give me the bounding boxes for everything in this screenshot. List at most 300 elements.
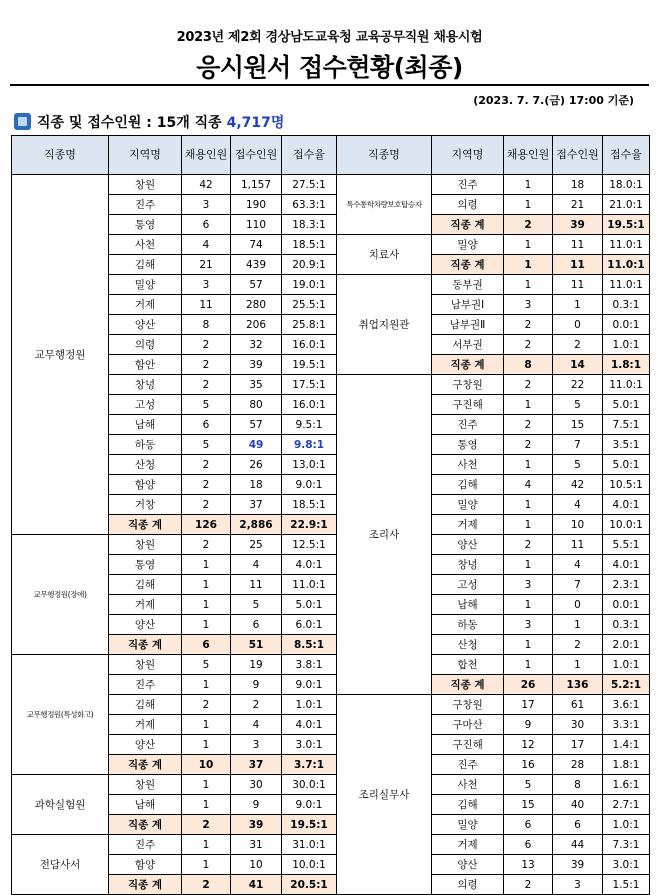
right-header-row <box>337 136 650 175</box>
applicants-cell: 2,886 <box>231 515 282 535</box>
ratio-cell: 5.0:1 <box>603 455 650 475</box>
ratio-cell: 7.3:1 <box>603 835 650 855</box>
region-cell: 사천 <box>432 455 504 475</box>
hires-cell: 2 <box>182 475 231 495</box>
region-cell: 김해 <box>432 475 504 495</box>
region-cell: 창원 <box>109 535 182 555</box>
ratio-cell: 3.8:1 <box>282 655 337 675</box>
region-cell: 고성 <box>432 575 504 595</box>
region-cell: 직종 계 <box>109 635 182 655</box>
applicants-cell: 2 <box>231 695 282 715</box>
hires-cell: 2 <box>182 695 231 715</box>
applicants-cell: 37 <box>231 495 282 515</box>
region-cell: 사천 <box>109 235 182 255</box>
hires-cell: 1 <box>182 835 231 855</box>
hires-cell: 42 <box>182 175 231 195</box>
applicants-cell: 14 <box>553 355 603 375</box>
job-name-cell: 취업지원관 <box>337 275 432 375</box>
right-col-header: 접수율 <box>603 136 650 175</box>
applicants-cell: 5 <box>231 595 282 615</box>
ratio-cell: 4.0:1 <box>282 715 337 735</box>
right-col-header: 직종명 <box>337 136 432 175</box>
hires-cell: 16 <box>504 755 553 775</box>
hires-cell: 1 <box>504 255 553 275</box>
ratio-cell: 1.0:1 <box>603 815 650 835</box>
ratio-cell: 1.0:1 <box>603 335 650 355</box>
ratio-cell: 20.5:1 <box>282 875 337 895</box>
table-row <box>337 275 650 295</box>
hires-cell: 2 <box>504 435 553 455</box>
hires-cell: 5 <box>182 395 231 415</box>
job-name-cell: 조리실무사 <box>337 695 432 895</box>
ratio-cell: 20.9:1 <box>282 255 337 275</box>
applicants-cell: 10 <box>231 855 282 875</box>
applicants-cell: 42 <box>553 475 603 495</box>
region-cell: 진주 <box>432 755 504 775</box>
applicants-cell: 18 <box>553 175 603 195</box>
ratio-cell: 3.0:1 <box>282 735 337 755</box>
hires-cell: 6 <box>182 215 231 235</box>
hires-cell: 5 <box>182 655 231 675</box>
applicants-cell: 11 <box>553 275 603 295</box>
region-cell: 직종 계 <box>432 355 504 375</box>
ratio-cell: 0.3:1 <box>603 615 650 635</box>
region-cell: 산청 <box>109 455 182 475</box>
applicants-cell: 136 <box>553 675 603 695</box>
ratio-cell: 5.0:1 <box>282 595 337 615</box>
hires-cell: 1 <box>504 195 553 215</box>
hires-cell: 5 <box>182 435 231 455</box>
region-cell: 함양 <box>109 855 182 875</box>
hires-cell: 1 <box>504 235 553 255</box>
hires-cell: 17 <box>504 695 553 715</box>
applicants-cell: 439 <box>231 255 282 275</box>
job-name-cell: 전담사서 <box>12 835 109 895</box>
region-cell: 의령 <box>109 335 182 355</box>
ratio-cell: 3.3:1 <box>603 715 650 735</box>
summary-line <box>14 112 284 132</box>
ratio-cell: 1.5:1 <box>603 875 650 895</box>
left-status-table <box>11 135 337 895</box>
applicants-cell: 1 <box>553 655 603 675</box>
ratio-cell: 5.2:1 <box>603 675 650 695</box>
ratio-cell: 31.0:1 <box>282 835 337 855</box>
hires-cell: 1 <box>182 675 231 695</box>
ratio-cell: 18.3:1 <box>282 215 337 235</box>
applicants-cell: 30 <box>553 715 603 735</box>
region-cell: 남부권Ⅰ <box>432 295 504 315</box>
region-cell: 밀양 <box>432 495 504 515</box>
applicants-cell: 40 <box>553 795 603 815</box>
ratio-cell: 1.8:1 <box>603 755 650 775</box>
applicants-cell: 9 <box>231 675 282 695</box>
region-cell: 진주 <box>432 175 504 195</box>
ratio-cell: 13.0:1 <box>282 455 337 475</box>
region-cell: 하동 <box>109 435 182 455</box>
region-cell: 양산 <box>109 735 182 755</box>
ratio-cell: 4.0:1 <box>603 495 650 515</box>
region-cell: 김해 <box>109 695 182 715</box>
region-cell: 직종 계 <box>109 815 182 835</box>
ratio-cell: 18.0:1 <box>603 175 650 195</box>
hires-cell: 2 <box>182 495 231 515</box>
ratio-cell: 9.0:1 <box>282 475 337 495</box>
applicants-cell: 61 <box>553 695 603 715</box>
hires-cell: 2 <box>182 815 231 835</box>
region-cell: 직종 계 <box>432 255 504 275</box>
applicants-cell: 57 <box>231 275 282 295</box>
region-cell: 창원 <box>109 655 182 675</box>
region-cell: 동부권 <box>432 275 504 295</box>
applicants-cell: 51 <box>231 635 282 655</box>
hires-cell: 3 <box>504 295 553 315</box>
applicants-cell: 3 <box>231 735 282 755</box>
ratio-cell: 16.0:1 <box>282 395 337 415</box>
region-cell: 통영 <box>432 435 504 455</box>
right-col-header: 접수인원 <box>553 136 603 175</box>
applicants-cell: 190 <box>231 195 282 215</box>
region-cell: 사천 <box>432 775 504 795</box>
applicants-cell: 4 <box>553 495 603 515</box>
region-cell: 의령 <box>432 875 504 895</box>
hires-cell: 13 <box>504 855 553 875</box>
region-cell: 함양 <box>109 475 182 495</box>
hires-cell: 1 <box>504 455 553 475</box>
ratio-cell: 11.0:1 <box>603 235 650 255</box>
ratio-cell: 9.8:1 <box>282 435 337 455</box>
document-icon <box>14 113 31 130</box>
ratio-cell: 9.0:1 <box>282 675 337 695</box>
table-row <box>12 535 337 555</box>
region-cell: 직종 계 <box>109 755 182 775</box>
hires-cell: 1 <box>182 735 231 755</box>
region-cell: 거창 <box>109 495 182 515</box>
applicants-cell: 39 <box>231 355 282 375</box>
ratio-cell: 6.0:1 <box>282 615 337 635</box>
applicants-cell: 35 <box>231 375 282 395</box>
ratio-cell: 19.5:1 <box>603 215 650 235</box>
applicants-cell: 17 <box>553 735 603 755</box>
hires-cell: 1 <box>182 575 231 595</box>
applicants-cell: 4 <box>231 555 282 575</box>
region-cell: 양산 <box>432 855 504 875</box>
region-cell: 구진해 <box>432 395 504 415</box>
hires-cell: 8 <box>182 315 231 335</box>
ratio-cell: 0.0:1 <box>603 315 650 335</box>
applicants-cell: 37 <box>231 755 282 775</box>
applicants-cell: 7 <box>553 435 603 455</box>
job-name-cell: 과학실험원 <box>12 775 109 835</box>
region-cell: 남부권Ⅱ <box>432 315 504 335</box>
ratio-cell: 25.5:1 <box>282 295 337 315</box>
hires-cell: 2 <box>504 875 553 895</box>
ratio-cell: 25.8:1 <box>282 315 337 335</box>
ratio-cell: 5.5:1 <box>603 535 650 555</box>
ratio-cell: 11.0:1 <box>603 255 650 275</box>
hires-cell: 1 <box>182 715 231 735</box>
region-cell: 합천 <box>432 655 504 675</box>
region-cell: 진주 <box>109 675 182 695</box>
hires-cell: 1 <box>504 175 553 195</box>
region-cell: 직종 계 <box>109 515 182 535</box>
summary-total: 4,717명 <box>226 115 285 131</box>
ratio-cell: 1.8:1 <box>603 355 650 375</box>
region-cell: 산청 <box>432 635 504 655</box>
hires-cell: 1 <box>182 595 231 615</box>
applicants-cell: 1,157 <box>231 175 282 195</box>
table-row <box>337 695 650 715</box>
hires-cell: 21 <box>182 255 231 275</box>
region-cell: 함안 <box>109 355 182 375</box>
hires-cell: 15 <box>504 795 553 815</box>
region-cell: 직종 계 <box>109 875 182 895</box>
ratio-cell: 17.5:1 <box>282 375 337 395</box>
ratio-cell: 3.7:1 <box>282 755 337 775</box>
applicants-cell: 19 <box>231 655 282 675</box>
applicants-cell: 22 <box>553 375 603 395</box>
ratio-cell: 11.0:1 <box>603 375 650 395</box>
hires-cell: 1 <box>504 275 553 295</box>
ratio-cell: 8.5:1 <box>282 635 337 655</box>
region-cell: 창원 <box>109 775 182 795</box>
ratio-cell: 18.5:1 <box>282 235 337 255</box>
hires-cell: 2 <box>504 535 553 555</box>
applicants-cell: 2 <box>553 335 603 355</box>
ratio-cell: 0.3:1 <box>603 295 650 315</box>
applicants-cell: 10 <box>553 515 603 535</box>
table-row <box>12 175 337 195</box>
job-name-cell: 교무행정원(장애) <box>12 535 109 655</box>
hires-cell: 1 <box>182 555 231 575</box>
hires-cell: 5 <box>504 775 553 795</box>
region-cell: 서부권 <box>432 335 504 355</box>
ratio-cell: 30.0:1 <box>282 775 337 795</box>
title-divider <box>10 84 649 86</box>
region-cell: 직종 계 <box>432 675 504 695</box>
ratio-cell: 4.0:1 <box>603 555 650 575</box>
applicants-cell: 41 <box>231 875 282 895</box>
region-cell: 거제 <box>109 715 182 735</box>
table-row <box>12 775 337 795</box>
ratio-cell: 7.5:1 <box>603 415 650 435</box>
hires-cell: 1 <box>504 555 553 575</box>
region-cell: 의령 <box>432 195 504 215</box>
ratio-cell: 11.0:1 <box>603 275 650 295</box>
hires-cell: 1 <box>182 855 231 875</box>
ratio-cell: 1.6:1 <box>603 775 650 795</box>
applicants-cell: 9 <box>231 795 282 815</box>
applicants-cell: 7 <box>553 575 603 595</box>
applicants-cell: 30 <box>231 775 282 795</box>
applicants-cell: 11 <box>553 255 603 275</box>
ratio-cell: 3.6:1 <box>603 695 650 715</box>
left-col-header: 채용인원 <box>182 136 231 175</box>
applicants-cell: 74 <box>231 235 282 255</box>
applicants-cell: 4 <box>553 555 603 575</box>
applicants-cell: 1 <box>553 295 603 315</box>
hires-cell: 2 <box>182 355 231 375</box>
region-cell: 통영 <box>109 555 182 575</box>
applicants-cell: 21 <box>553 195 603 215</box>
hires-cell: 1 <box>504 635 553 655</box>
table-row <box>337 375 650 395</box>
region-cell: 진주 <box>109 195 182 215</box>
ratio-cell: 21.0:1 <box>603 195 650 215</box>
ratio-cell: 2.0:1 <box>603 635 650 655</box>
ratio-cell: 10.0:1 <box>603 515 650 535</box>
hires-cell: 6 <box>504 815 553 835</box>
table-row <box>337 235 650 255</box>
hires-cell: 1 <box>504 515 553 535</box>
ratio-cell: 9.0:1 <box>282 795 337 815</box>
table-row <box>12 655 337 675</box>
job-name-cell: 조리사 <box>337 375 432 695</box>
hires-cell: 1 <box>504 655 553 675</box>
region-cell: 창녕 <box>432 555 504 575</box>
region-cell: 통영 <box>109 215 182 235</box>
applicants-cell: 0 <box>553 315 603 335</box>
applicants-cell: 5 <box>553 455 603 475</box>
applicants-cell: 49 <box>231 435 282 455</box>
applicants-cell: 206 <box>231 315 282 335</box>
applicants-cell: 3 <box>553 875 603 895</box>
reference-date: (2023. 7. 7.(금) 17:00 기준) <box>473 94 634 107</box>
hires-cell: 4 <box>182 235 231 255</box>
job-name-cell: 교무행정원 <box>12 175 109 535</box>
right-status-table <box>336 135 650 895</box>
left-col-header: 접수인원 <box>231 136 282 175</box>
right-col-header: 지역명 <box>432 136 504 175</box>
region-cell: 구창원 <box>432 375 504 395</box>
hires-cell: 2 <box>504 415 553 435</box>
region-cell: 양산 <box>109 315 182 335</box>
ratio-cell: 22.9:1 <box>282 515 337 535</box>
hires-cell: 11 <box>182 295 231 315</box>
applicants-cell: 8 <box>553 775 603 795</box>
ratio-cell: 19.5:1 <box>282 815 337 835</box>
hires-cell: 6 <box>182 635 231 655</box>
applicants-cell: 6 <box>553 815 603 835</box>
applicants-cell: 39 <box>553 855 603 875</box>
ratio-cell: 19.5:1 <box>282 355 337 375</box>
region-cell: 양산 <box>109 615 182 635</box>
ratio-cell: 0.0:1 <box>603 595 650 615</box>
region-cell: 밀양 <box>109 275 182 295</box>
left-col-header: 접수율 <box>282 136 337 175</box>
left-col-header: 지역명 <box>109 136 182 175</box>
applicants-cell: 11 <box>553 235 603 255</box>
hires-cell: 2 <box>504 375 553 395</box>
region-cell: 김해 <box>432 795 504 815</box>
region-cell: 거제 <box>109 295 182 315</box>
region-cell: 밀양 <box>432 235 504 255</box>
hires-cell: 3 <box>504 575 553 595</box>
hires-cell: 2 <box>504 315 553 335</box>
applicants-cell: 11 <box>231 575 282 595</box>
applicants-cell: 2 <box>553 635 603 655</box>
job-name-cell: 치료사 <box>337 235 432 275</box>
table-row <box>337 175 650 195</box>
applicants-cell: 18 <box>231 475 282 495</box>
ratio-cell: 19.0:1 <box>282 275 337 295</box>
hires-cell: 1 <box>504 395 553 415</box>
ratio-cell: 27.5:1 <box>282 175 337 195</box>
hires-cell: 6 <box>182 415 231 435</box>
ratio-cell: 5.0:1 <box>603 395 650 415</box>
hires-cell: 9 <box>504 715 553 735</box>
hires-cell: 1 <box>504 595 553 615</box>
region-cell: 김해 <box>109 575 182 595</box>
ratio-cell: 10.5:1 <box>603 475 650 495</box>
table-row <box>12 835 337 855</box>
ratio-cell: 2.7:1 <box>603 795 650 815</box>
applicants-cell: 1 <box>553 615 603 635</box>
region-cell: 남해 <box>109 795 182 815</box>
ratio-cell: 10.0:1 <box>282 855 337 875</box>
ratio-cell: 63.3:1 <box>282 195 337 215</box>
hires-cell: 2 <box>504 335 553 355</box>
hires-cell: 3 <box>504 615 553 635</box>
ratio-cell: 1.4:1 <box>603 735 650 755</box>
hires-cell: 2 <box>182 875 231 895</box>
region-cell: 하동 <box>432 615 504 635</box>
job-name-cell: 특수통학차량보호탑승자 <box>337 175 432 235</box>
applicants-cell: 5 <box>553 395 603 415</box>
applicants-cell: 39 <box>231 815 282 835</box>
hires-cell: 12 <box>504 735 553 755</box>
page-title: 응시원서 접수현황(최종) <box>196 53 463 82</box>
hires-cell: 2 <box>182 375 231 395</box>
region-cell: 창녕 <box>109 375 182 395</box>
applicants-cell: 15 <box>553 415 603 435</box>
hires-cell: 1 <box>504 495 553 515</box>
applicants-cell: 31 <box>231 835 282 855</box>
hires-cell: 26 <box>504 675 553 695</box>
hires-cell: 2 <box>182 535 231 555</box>
hires-cell: 4 <box>504 475 553 495</box>
ratio-cell: 3.0:1 <box>603 855 650 875</box>
applicants-cell: 32 <box>231 335 282 355</box>
ratio-cell: 11.0:1 <box>282 575 337 595</box>
hires-cell: 1 <box>182 795 231 815</box>
applicants-cell: 110 <box>231 215 282 235</box>
ratio-cell: 16.0:1 <box>282 335 337 355</box>
region-cell: 진주 <box>109 835 182 855</box>
ratio-cell: 2.3:1 <box>603 575 650 595</box>
ratio-cell: 1.0:1 <box>282 695 337 715</box>
applicants-cell: 26 <box>231 455 282 475</box>
region-cell: 구마산 <box>432 715 504 735</box>
job-name-cell: 교무행정원(특성화고) <box>12 655 109 775</box>
applicants-cell: 44 <box>553 835 603 855</box>
region-cell: 남해 <box>109 415 182 435</box>
region-cell: 구창원 <box>432 695 504 715</box>
ratio-cell: 1.0:1 <box>603 655 650 675</box>
ratio-cell: 12.5:1 <box>282 535 337 555</box>
applicants-cell: 4 <box>231 715 282 735</box>
region-cell: 김해 <box>109 255 182 275</box>
region-cell: 구진해 <box>432 735 504 755</box>
region-cell: 밀양 <box>432 815 504 835</box>
applicants-cell: 25 <box>231 535 282 555</box>
ratio-cell: 18.5:1 <box>282 495 337 515</box>
left-col-header: 직종명 <box>12 136 109 175</box>
applicants-cell: 280 <box>231 295 282 315</box>
hires-cell: 8 <box>504 355 553 375</box>
hires-cell: 2 <box>504 215 553 235</box>
hires-cell: 1 <box>182 615 231 635</box>
ratio-cell: 4.0:1 <box>282 555 337 575</box>
